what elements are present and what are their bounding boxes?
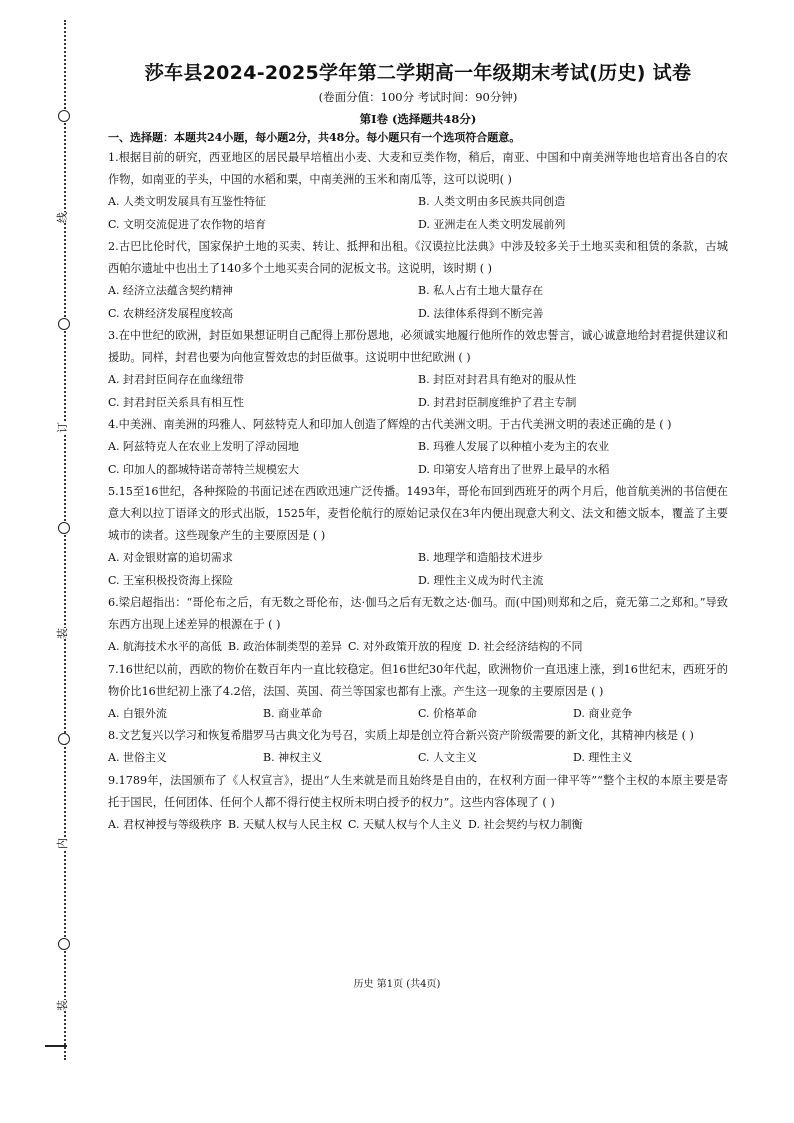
option-c: C. 农耕经济发展程度较高 — [108, 306, 234, 320]
option-c: C. 人文主义 — [418, 751, 478, 764]
binding-margin — [0, 0, 69, 1123]
option-a: A. 君权神授与等级秩序 — [108, 817, 222, 831]
binding-word: 装 — [56, 1000, 69, 1011]
option-d: D. 理性主义成为时代主流 — [418, 573, 544, 587]
binding-hole-icon — [58, 522, 70, 534]
binding-word: 内 — [56, 838, 69, 849]
option-c: C. 天赋人权与个人主义 — [348, 817, 463, 831]
option-c: C. 印加人的都城特诺奇蒂特兰规模宏大 — [108, 462, 300, 476]
option-d: D. 法律体系得到不断完善 — [418, 306, 544, 320]
option-b: B. 玛雅人发展了以种植小麦为主的农业 — [418, 440, 610, 453]
question-5 — [108, 481, 728, 592]
question-3 — [108, 325, 728, 414]
question-stem: 2.古巴比伦时代，国家保护土地的买卖、转让、抵押和出租。《汉谟拉比法典》中涉及较多关于土地买卖和租赁的条款，古城西帕尔遗址中也出土了140多个土地买卖合同的泥板文书。这说明，该时期 ( ) — [108, 240, 728, 275]
option-d: D. 封君封臣制度维护了君主专制 — [418, 395, 577, 409]
binding-corner-mark — [45, 1045, 67, 1047]
binding-word: 装 — [56, 628, 69, 639]
instructions: 一、选择题：本题共24小题，每小题2分，共48分。每小题只有一个选项符合题意。 — [108, 131, 521, 144]
question-7 — [108, 659, 728, 726]
exam-paper — [108, 58, 728, 836]
option-a: A. 对金银财富的追切需求 — [108, 551, 233, 564]
option-b: B. 私人占有土地大量存在 — [418, 284, 544, 297]
question-stem: 3.在中世纪的欧洲，封臣如果想证明自己配得上那份恩地，必须诚实地履行他所作的效忠誓言，诚心诚意地给封君提供建议和援助。同样，封君也要为向他宣誓效忠的封臣做事。这说明中世纪欧洲 ( ) — [108, 329, 728, 364]
question-stem: 1.根据目前的研究，西亚地区的居民最早培植出小麦、大麦和豆类作物，稍后，南亚、中国和中南美洲等地也培育出各自的农作物，如南亚的芋头，中国的水稻和粟，中南美洲的玉米和南瓜等，这可以说明( ) — [108, 151, 728, 186]
question-stem: 7.16世纪以前，西欧的物价在数百年内一直比较稳定。但16世纪30年代起，欧洲物价一直迅速上涨，到16世纪末，西班牙的物价比16世纪初上涨了4.2倍，法国、英国、荷兰等国家也都有上涨。产生这一现象的主要原因是 ( ) — [108, 662, 728, 698]
binding-word: 订 — [56, 422, 69, 433]
option-b: B. 地理学和造船技术进步 — [418, 551, 544, 564]
binding-hole-icon — [58, 733, 70, 745]
option-a: A. 世俗主义 — [108, 751, 167, 764]
option-a: A. 封君封臣间存在血缘纽带 — [108, 373, 244, 386]
option-c: C. 文明交流促进了农作物的培育 — [108, 217, 267, 231]
option-d: D. 亚洲走在人类文明发展前列 — [418, 217, 566, 231]
option-a: A. 经济立法蕴含契约精神 — [108, 284, 233, 297]
option-d: D. 理性主义 — [573, 751, 633, 764]
option-d: D. 社会经济结构的不同 — [468, 640, 583, 653]
binding-hole-icon — [58, 938, 70, 950]
option-a: A. 阿兹特克人在农业上发明了浮动园地 — [108, 440, 299, 453]
exam-info: (卷面分值：100分 考试时间：90分钟) — [318, 90, 518, 104]
option-c: C. 封君封臣关系具有相互性 — [108, 395, 245, 409]
question-1 — [108, 147, 728, 236]
option-d: D. 社会契约与权力制衡 — [468, 817, 583, 831]
question-stem: 8.文艺复兴以学习和恢复希腊罗马古典文化为号召，实质上却是创立符合新兴资产阶级需要的新文化，其精神内核是 ( ) — [108, 729, 694, 742]
section-heading: 第Ⅰ卷 (选择题共48分) — [359, 112, 477, 126]
binding-hole-icon — [58, 318, 70, 330]
question-stem: 4.中美洲、南美洲的玛雅人、阿兹特克人和印加人创造了辉煌的古代美洲文明。于古代美洲文明的表述正确的是 ( ) — [108, 418, 672, 431]
question-8 — [108, 725, 728, 770]
option-c: C. 王室积极投资海上探险 — [108, 573, 234, 587]
binding-dotted-line — [64, 20, 66, 1060]
option-b: B. 人类文明由多民族共同创造 — [418, 195, 566, 208]
option-b: B. 天赋人权与人民主权 — [227, 817, 343, 831]
option-b: B. 商业革命 — [263, 706, 323, 720]
binding-word: 线 — [56, 212, 69, 223]
question-stem: 9.1789年，法国颁布了《人权宣言》，提出“人生来就是而且始终是自由的，在权利方面一律平等”“整个主权的本原主要是寄托于国民，任何团体、任何个人都不得行使主权所未明白授予的权力”。这些内容体现了 ( ) — [108, 773, 728, 809]
question-9 — [108, 770, 728, 837]
option-b: B. 封臣对封君具有绝对的服从性 — [418, 373, 577, 386]
option-a: A. 人类文明发展具有互鉴性特征 — [108, 195, 266, 208]
option-b: B. 神权主义 — [263, 751, 323, 764]
option-a: A. 航海技术水平的高低 — [108, 640, 222, 653]
question-stem: 6.梁启超指出：“哥伦布之后，有无数之哥伦布，达·伽马之后有无数之达·伽马。而(中国)则郑和之后，竟无第二之郑和。”导致东西方出现上述差异的根源在于 ( ) — [108, 596, 728, 631]
option-b: B. 政治体制类型的差异 — [227, 640, 343, 653]
option-c: C. 对外政策开放的程度 — [348, 640, 463, 653]
question-4 — [108, 414, 728, 481]
binding-hole-icon — [58, 110, 70, 122]
question-6 — [108, 592, 728, 659]
question-2 — [108, 236, 728, 325]
page-footer: 历史 第1页 (共4页) — [353, 979, 441, 990]
option-c: C. 价格革命 — [418, 706, 478, 720]
option-d: D. 印第安人培育出了世界上最早的水稻 — [418, 462, 610, 476]
option-d: D. 商业竞争 — [573, 706, 633, 720]
question-stem: 5.15至16世纪，各种探险的书面记述在西欧迅速广泛传播。1493年，哥伦布回到西班牙的两个月后，他首航美洲的书信便在意大利以拉丁语译文的形式出版，1525年，麦哲伦航行的原始记录仅在3年内便出现意大利文、法文和德文版本，覆盖了主要城市的读者。这些现象产生的主要原因是 ( ) — [108, 485, 728, 542]
page-title: 莎车县2024-2025学年第二学期高一年级期末考试(历史) 试卷 — [144, 62, 692, 84]
option-a: A. 白银外流 — [108, 706, 167, 720]
